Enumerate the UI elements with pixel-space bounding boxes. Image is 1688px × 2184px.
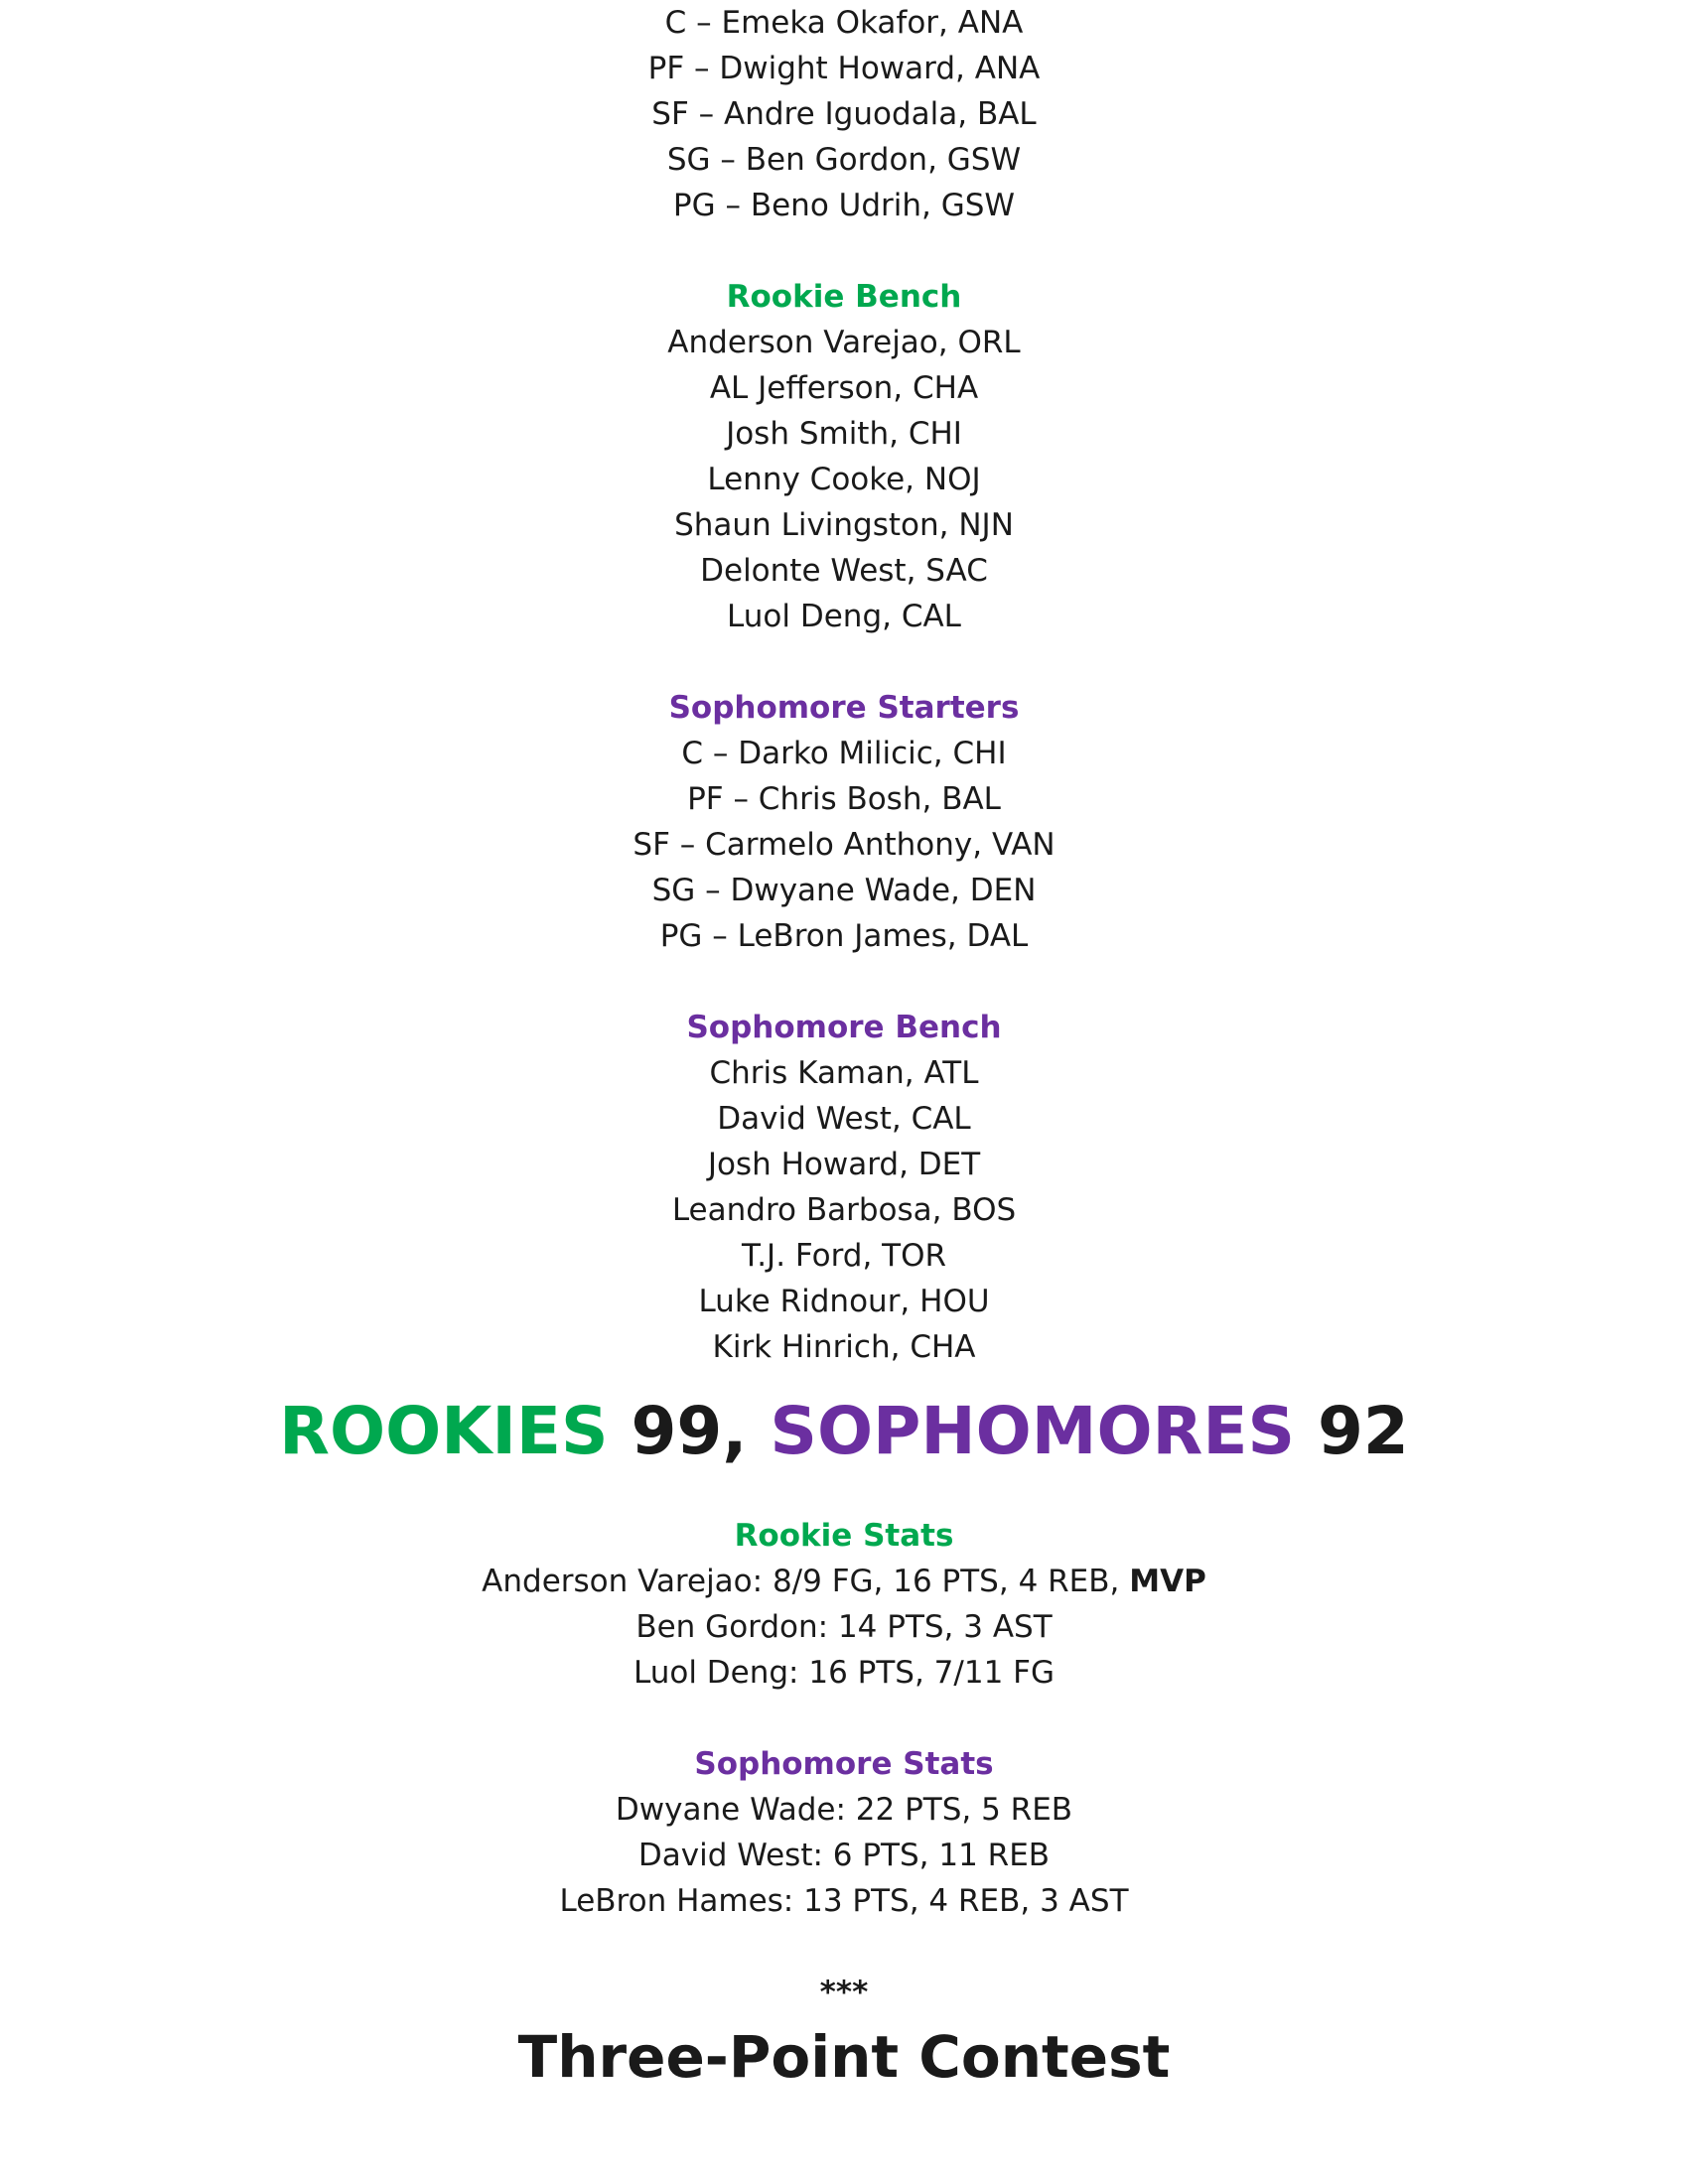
rookie-starter-sg: SG – Ben Gordon, GSW <box>666 142 1022 178</box>
sophomore-starter-c: C – Darko Milicic, CHI <box>681 736 1007 771</box>
rookie-bench-player: Shaun Livingston, NJN <box>674 507 1014 543</box>
sophomore-bench-player: Kirk Hinrich, CHA <box>712 1329 976 1365</box>
sophomore-starter-pg: PG – LeBron James, DAL <box>659 918 1029 954</box>
rookie-stats-heading: Rookie Stats <box>734 1518 954 1554</box>
rookie-starter-sf: SF – Andre Iguodala, BAL <box>651 96 1037 132</box>
sophomore-stat-line: David West: 6 PTS, 11 REB <box>637 1838 1051 1873</box>
rookie-bench-player: Anderson Varejao, ORL <box>667 325 1021 360</box>
score-sophomores-value: 92 <box>1295 1393 1409 1469</box>
sophomore-stats-heading: Sophomore Stats <box>694 1746 994 1782</box>
mvp-label: MVP <box>1129 1564 1206 1599</box>
score-rookies-value: 99, <box>608 1393 771 1469</box>
sophomore-stat-line: LeBron Hames: 13 PTS, 4 REB, 3 AST <box>559 1883 1129 1919</box>
sophomore-starters-heading: Sophomore Starters <box>668 690 1020 726</box>
sophomore-starter-sf: SF – Carmelo Anthony, VAN <box>633 827 1055 863</box>
sophomore-bench-section <box>0 1005 1688 1370</box>
rookie-bench-section <box>0 274 1688 639</box>
sophomore-bench-player: T.J. Ford, TOR <box>741 1238 947 1274</box>
rookie-bench-player: Delonte West, SAC <box>700 553 988 589</box>
final-score-headline <box>0 1392 1688 1471</box>
rookie-bench-player: Luol Deng, CAL <box>727 599 961 634</box>
score-team-sophomores: SOPHOMORES <box>770 1393 1295 1469</box>
rookie-bench-player: AL Jefferson, CHA <box>709 370 979 406</box>
section-separator: *** <box>819 1975 869 2010</box>
sophomore-stats-section <box>0 1741 1688 1924</box>
sophomore-stat-line: Dwyane Wade: 22 PTS, 5 REB <box>615 1792 1073 1828</box>
sophomore-bench-player: David West, CAL <box>717 1101 971 1137</box>
rookie-starters-list <box>0 0 1688 228</box>
rookie-bench-heading: Rookie Bench <box>726 279 962 315</box>
next-section-title: Three-Point Contest <box>517 2023 1171 2091</box>
sophomore-starters-section <box>0 685 1688 959</box>
rookie-starter-pf: PF – Dwight Howard, ANA <box>647 51 1041 86</box>
sophomore-bench-heading: Sophomore Bench <box>686 1010 1002 1045</box>
score-team-rookies: ROOKIES <box>279 1393 609 1469</box>
rookie-stats-section <box>0 1513 1688 1696</box>
sophomore-bench-player: Chris Kaman, ATL <box>709 1055 979 1091</box>
rookie-starter-c: C – Emeka Okafor, ANA <box>664 5 1024 41</box>
rookie-bench-player: Josh Smith, CHI <box>726 416 962 452</box>
sophomore-bench-player: Luke Ridnour, HOU <box>698 1284 990 1319</box>
sophomore-bench-player: Leandro Barbosa, BOS <box>671 1192 1017 1228</box>
rookie-stat-line: Luol Deng: 16 PTS, 7/11 FG <box>633 1655 1055 1691</box>
sophomore-bench-player: Josh Howard, DET <box>707 1147 981 1182</box>
rookie-stat-line-mvp <box>0 1559 1688 1604</box>
rookie-starter-pg: PG – Beno Udrih, GSW <box>672 188 1016 223</box>
mvp-stat-text: Anderson Varejao: 8/9 FG, 16 PTS, 4 REB, <box>482 1564 1130 1599</box>
rookie-stat-line: Ben Gordon: 14 PTS, 3 AST <box>635 1609 1053 1645</box>
sophomore-starter-sg: SG – Dwyane Wade, DEN <box>651 873 1037 908</box>
rookie-bench-player: Lenny Cooke, NOJ <box>707 462 981 497</box>
sophomore-starter-pf: PF – Chris Bosh, BAL <box>687 781 1001 817</box>
